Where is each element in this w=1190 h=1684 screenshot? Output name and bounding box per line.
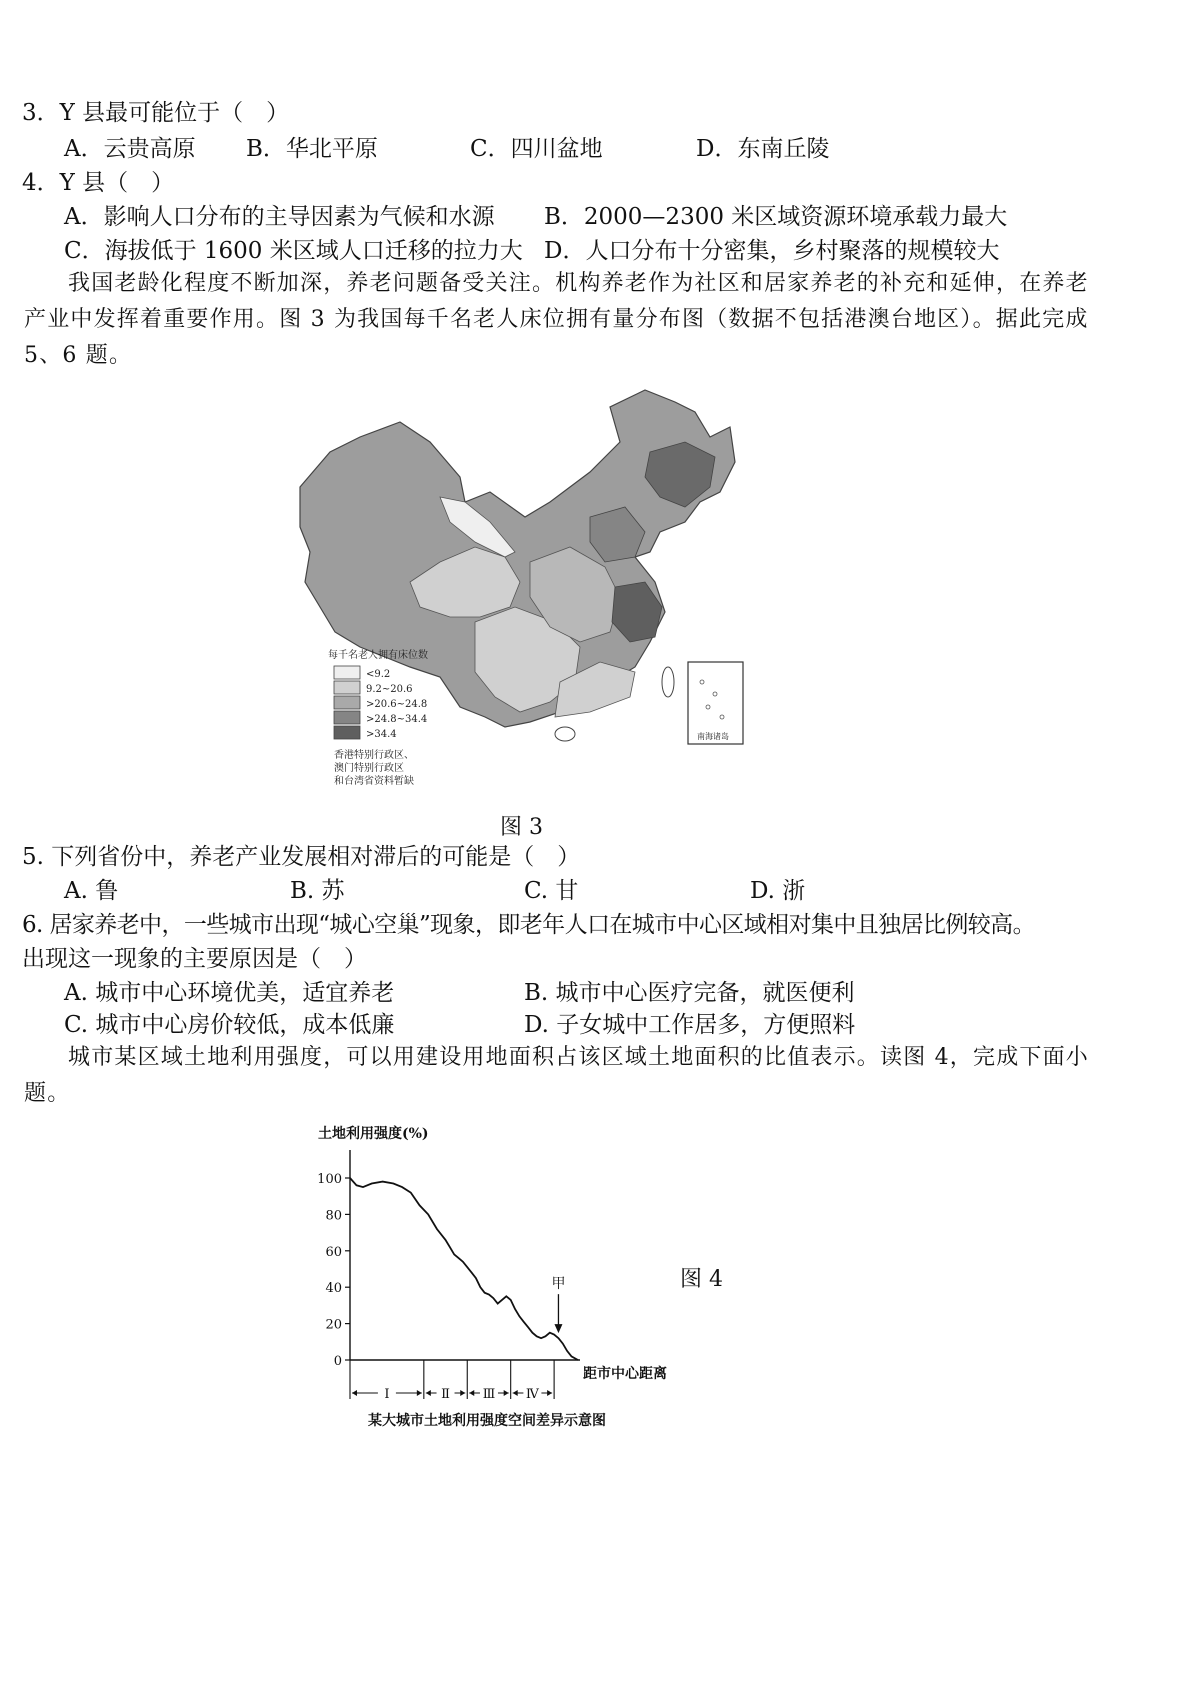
zone-arrowhead-left (469, 1390, 474, 1396)
china-bed-distribution-map (290, 382, 760, 802)
q6-option-a: A. 城市中心环境优美，适宜养老 (64, 980, 395, 1006)
map-note-1: 香港特别行政区、 (334, 750, 414, 761)
legend-swatch (334, 666, 360, 679)
legend-swatch (334, 681, 360, 694)
q4-option-a: A．影响人口分布的主导因素为气候和水源 (64, 204, 495, 230)
map-island-taiwan (662, 667, 674, 697)
zone-arrowhead-left (352, 1390, 357, 1396)
legend-label: >20.6~24.8 (366, 699, 428, 710)
q4-option-b: B．2000—2300 米区域资源环境承载力最大 (544, 204, 1008, 230)
chart-ylabel: 土地利用强度(%) (318, 1126, 429, 1142)
series-line (350, 1178, 578, 1360)
q3-option-b: B．华北平原 (246, 136, 378, 162)
y-tick-label: 40 (325, 1281, 342, 1297)
figure-4-caption: 图 4 (680, 1267, 723, 1292)
zone-label: Ⅳ (525, 1387, 539, 1402)
y-tick-label: 20 (325, 1317, 342, 1333)
map-island-hainan (555, 727, 575, 741)
q3-option-a: A．云贵高原 (64, 136, 196, 162)
figure-3-caption: 图 3 (500, 815, 543, 840)
zone-arrowhead-right (547, 1390, 552, 1396)
zone-arrowhead-right (504, 1390, 509, 1396)
legend-label: >24.8~34.4 (366, 714, 428, 725)
land-use-intensity-chart (300, 1120, 740, 1440)
inset-label: 南海诸岛 (697, 732, 729, 741)
y-tick-label: 60 (325, 1244, 342, 1260)
map-note-3: 和台湾省资料暂缺 (334, 776, 414, 787)
chart-title: 某大城市土地利用强度空间差异示意图 (368, 1413, 606, 1429)
q6-option-c: C. 城市中心房价较低，成本低廉 (64, 1012, 395, 1038)
q5-stem: 5. 下列省份中，养老产业发展相对滞后的可能是（ ） (22, 844, 581, 870)
passage-elderly-care: 我国老龄化程度不断加深，养老问题备受关注。机构养老作为社区和居家养老的补充和延伸，在养老产业中发挥着重要作用。图 3 为我国每千名老人床位拥有量分布图（数据不包括港澳台地区）。据此完成 5、6 题。 (24, 271, 1089, 368)
q5-option-c: C. 甘 (524, 878, 579, 904)
q6-stem-line1: 6. 居家养老中，一些城市出现“城心空巢”现象，即老年人口在城市中心区域相对集中且独居比例较高。 (22, 912, 1035, 938)
marker-arrowhead (554, 1324, 562, 1333)
q6-option-b: B. 城市中心医疗完备，就医便利 (524, 980, 855, 1006)
zone-arrowhead-right (460, 1390, 465, 1396)
legend-label: >34.4 (366, 729, 397, 740)
legend-label: 9.2~20.6 (366, 684, 413, 695)
legend-swatch (334, 696, 360, 709)
q5-option-b: B. 苏 (290, 878, 345, 904)
y-tick-label: 80 (325, 1208, 342, 1224)
zone-arrowhead-right (417, 1390, 422, 1396)
q5-option-a: A. 鲁 (64, 878, 119, 904)
legend-title: 每千名老人拥有床位数 (328, 650, 428, 661)
q4-option-d: D．人口分布十分密集，乡村聚落的规模较大 (544, 238, 1000, 264)
q6-stem-line2: 出现这一现象的主要原因是（ ） (22, 946, 367, 972)
marker-label: 甲 (551, 1276, 566, 1293)
passage-land-use: 城市某区域土地利用强度，可以用建设用地面积占该区域土地面积的比值表示。读图 4，完成下面小题。 (24, 1045, 1089, 1106)
zone-arrowhead-left (426, 1390, 431, 1396)
zone-label: Ⅲ (482, 1387, 496, 1402)
legend-label: <9.2 (366, 669, 391, 680)
legend-swatch (334, 726, 360, 739)
y-tick-label: 100 (317, 1172, 342, 1187)
zone-label: Ⅰ (384, 1387, 390, 1402)
zone-label: Ⅱ (441, 1387, 450, 1402)
q3-option-d: D．东南丘陵 (696, 136, 830, 162)
q6-option-d: D. 子女城中工作居多，方便照料 (524, 1012, 856, 1038)
q3-option-c: C．四川盆地 (470, 136, 603, 162)
chart-xlabel: 距市中心距离 (583, 1366, 667, 1382)
y-tick-label: 0 (333, 1354, 342, 1369)
legend-swatches (334, 666, 427, 740)
map-note-2: 澳门特别行政区 (334, 763, 404, 774)
q3-stem: 3．Y 县最可能位于（ ） (22, 100, 290, 126)
legend-swatch (334, 711, 360, 724)
q4-option-c: C．海拔低于 1600 米区域人口迁移的拉力大 (64, 238, 523, 264)
q4-stem: 4．Y 县（ ） (22, 170, 175, 196)
zone-arrowhead-left (513, 1390, 518, 1396)
q5-option-d: D. 浙 (750, 878, 806, 904)
